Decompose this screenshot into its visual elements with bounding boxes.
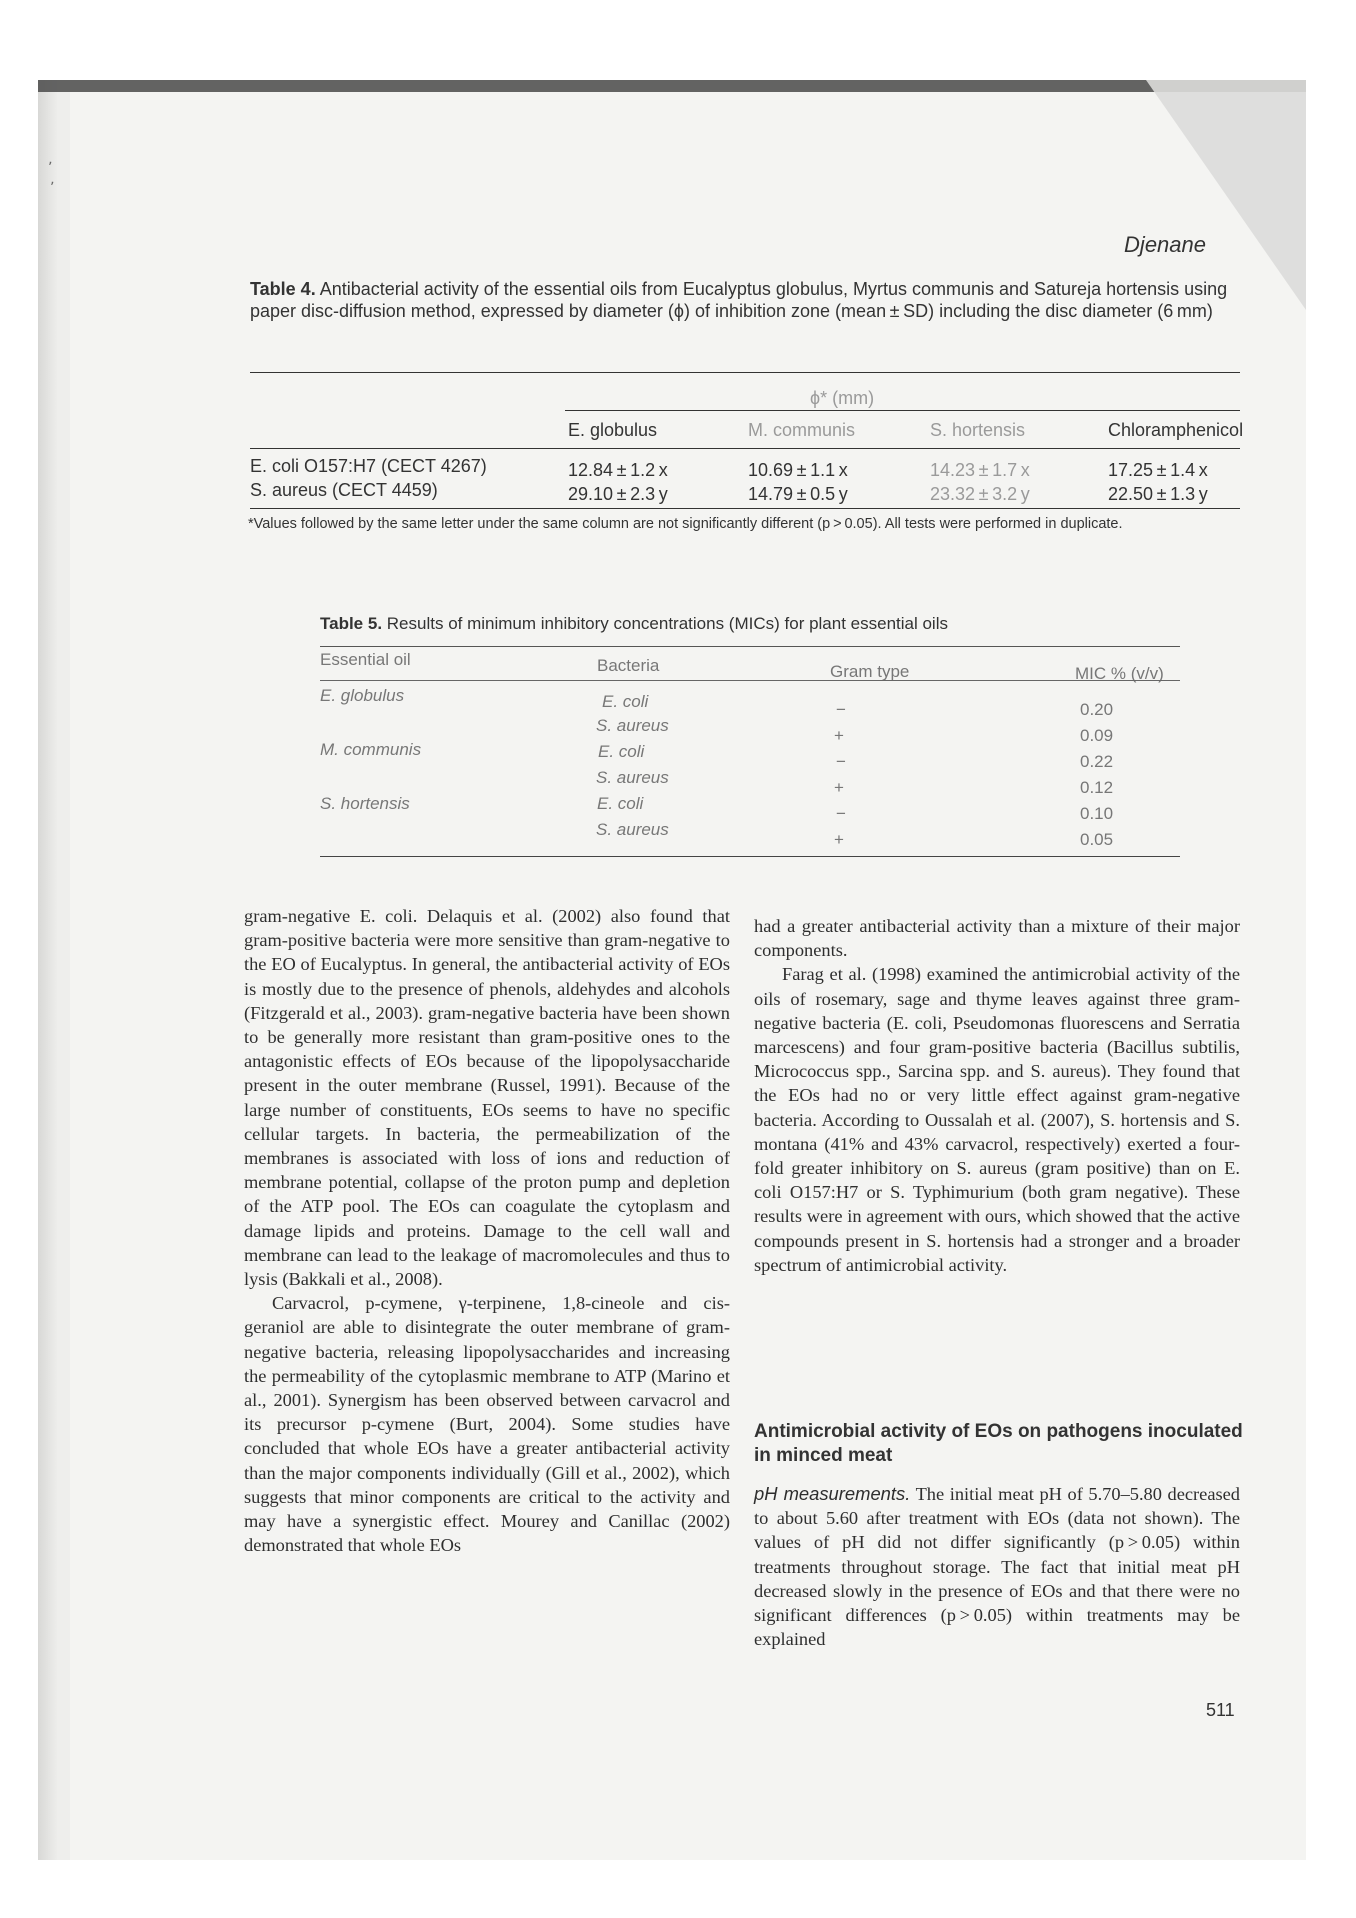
table5-caption-text: Results of minimum inhibitory concentrations (MICs) for plant essential oils — [386, 614, 948, 633]
section-heading: Antimicrobial activity of EOs on pathogens inoculated in minced meat — [754, 1421, 1243, 1466]
table4-footnote: *Values followed by the same letter under the same column are not significantly different (p > 0.05). All tests were performed in duplicate. — [248, 516, 1123, 532]
table5-caption — [320, 614, 948, 634]
table5-oil: M. communis — [320, 740, 422, 759]
table4-col-header: M. communis — [748, 420, 856, 440]
table5-mic: 0.09 — [1080, 726, 1114, 745]
page-number: 511 — [1206, 1700, 1235, 1720]
paragraph: gram-negative E. coli. Delaquis et al. (2002) also found that gram-positive bacteria were more sensitive than gram-negative to the EO of Eucalyptus. In general, the antibacterial activity of EOs is mostly due to the presence of phenols, aldehydes and alcohols (Fitzgerald et al., 2003). gram-negative bacteria have been shown to be generally more resistant than gram-positive ones to the antagonistic effects of EOs because of the lipopolysaccharide present in the outer membrane (Russel, 1991). Because of the large number of constituents, EOs seems to have no specific cellular targets. In bacteria, the permeabilization of the membranes is associated with loss of ions and reduction of membrane potential, collapse of the proton pump and depletion of the ATP pool. The EOs can coagulate the cytoplasm and damage lipids and proteins. Damage to the cell wall and membrane can lead to the leakage of macromolecules and thus to lysis (Bakkali et al., 2008). — [244, 906, 730, 1290]
table4-cell: 14.79 ± 0.5 y — [748, 484, 848, 504]
body-right-column — [754, 914, 1240, 1277]
table5-mic: 0.12 — [1080, 778, 1114, 797]
paragraph-text: The initial meat pH of 5.70–5.80 decreased to about 5.60 after treatment with EOs (data not shown). The values of pH did not differ significantly (p > 0.05) within treatments throughout storage. The fact that initial meat pH decreased slowly in the presence of EOs and that there were no significant differences (p > 0.05) within treatments may be explained — [754, 1484, 1240, 1650]
table4-label: Table 4. — [250, 279, 316, 299]
body-right-column-lower — [754, 1482, 1240, 1651]
scan-mark: ʼ — [48, 160, 53, 176]
table4-top-rule — [250, 372, 1240, 373]
table5-col-header: Bacteria — [597, 656, 660, 675]
table5-bottom-rule — [320, 856, 1180, 857]
table4-spanner-rule — [565, 410, 1240, 411]
table4-cell: 10.69 ± 1.1 x — [748, 460, 848, 480]
table5-gram: + — [834, 726, 844, 745]
paragraph: had a greater antibacterial activity than a mixture of their major components. — [754, 916, 1240, 961]
table4-caption — [250, 278, 1240, 322]
table5-oil: E. globulus — [320, 686, 405, 705]
table5-col-header: MIC % (v/v) — [1075, 664, 1164, 683]
table5-bacteria: E. coli — [597, 794, 644, 813]
table4-cell: 12.84 ± 1.2 x — [568, 460, 668, 480]
table5-gram: − — [836, 804, 846, 823]
table5-mic: 0.05 — [1080, 830, 1114, 849]
paragraph — [754, 1482, 1240, 1651]
table5-bacteria: E. coli — [602, 692, 649, 711]
table5-oil: S. hortensis — [320, 794, 410, 813]
table5-mic: 0.10 — [1080, 804, 1114, 823]
paragraph: Farag et al. (1998) examined the antimicrobial activity of the oils of rosemary, sage and thyme leaves against three gram-negative bacteria (E. coli, Pseudomonas fluorescens and Serratia marcescens) and four gram-positive bacteria (Bacillus subtilis, Micrococcus spp., Sarcina spp. and S. aureus). They found that the EOs had no or very little effect against gram-negative bacteria. According to Oussalah et al. (2007), S. hortensis and S. montana (41% and 43% carvacrol, respectively) exerted a four-fold greater inhibitory on S. aureus (gram positive) than on E. coli O157:H7 or S. Typhimurium (both gram negative). These results were in agreement with ours, which showed that the active compounds present in S. hortensis had a stronger and a broader spectrum of antimicrobial activity. — [754, 964, 1240, 1275]
table4-cell: 23.32 ± 3.2 y — [930, 484, 1030, 504]
table5-gram: + — [834, 778, 844, 797]
table5-gram: − — [836, 752, 846, 771]
table5-mic: 0.20 — [1080, 700, 1114, 719]
table5-gram: + — [834, 830, 844, 849]
table5-mic: 0.22 — [1080, 752, 1114, 771]
table4-cell: 14.23 ± 1.7 x — [930, 460, 1030, 480]
table4-row-label: E. coli O157:H7 (CECT 4267) — [250, 456, 487, 476]
table4-col-header: Chloramphenicol — [1108, 420, 1244, 440]
table4-col-header: S. hortensis — [930, 420, 1026, 440]
run-in-heading: pH measurements. — [754, 1483, 911, 1504]
table5-bacteria: S. aureus — [596, 820, 669, 839]
table4-header-rule — [250, 448, 1240, 449]
table4-caption-text: Antibacterial activity of the essential oils from Eucalyptus globulus, Myrtus communis and Satureja hortensis using paper disc-diffusion method, expressed by diameter (ϕ) of inhibition zone (mean ± SD) including the disc diameter (6 mm) — [250, 279, 1228, 321]
table5-label: Table 5. — [320, 614, 383, 633]
scan-mark: ʼ — [50, 180, 55, 196]
table5-col-header: Essential oil — [320, 650, 411, 669]
table5-gram: − — [836, 700, 846, 719]
table4-cell: 17.25 ± 1.4 x — [1108, 460, 1208, 480]
table5-col-header: Gram type — [830, 662, 910, 681]
table5-bacteria: S. aureus — [596, 768, 669, 787]
table4-cell: 29.10 ± 2.3 y — [568, 484, 668, 504]
paragraph: Carvacrol, p-cymene, γ-terpinene, 1,8-cineole and cis-geraniol are able to disintegrate the outer membrane of gram-negative bacteria, releasing lipopolysaccharides and increasing the permeability of the cytoplasmic membrane to ATP (Marino et al., 2001). Synergism has been observed between carvacrol and its precursor p-cymene (Burt, 2004). Some studies have concluded that whole EOs have a greater antibacterial activity than the major components individually (Gill et al., 2002), which suggests that minor components are critical to the activity and may have a synergistic effect. Mourey and Canillac (2002) demonstrated that whole EOs — [244, 1293, 730, 1556]
table4-bottom-rule — [250, 508, 1240, 509]
table5-bacteria: S. aureus — [596, 716, 669, 735]
table5-header-rule — [320, 680, 1180, 681]
table4-spanner: ϕ* (mm) — [810, 388, 875, 408]
folded-corner — [1146, 80, 1306, 310]
scan-left-edge — [38, 80, 58, 1860]
table5-bacteria: E. coli — [598, 742, 645, 761]
table4-row-label: S. aureus (CECT 4459) — [250, 480, 438, 500]
running-head-author: Djenane — [1124, 232, 1206, 257]
table5-top-rule — [320, 646, 1180, 647]
scan-top-edge — [38, 80, 1306, 92]
body-left-column — [244, 904, 730, 1557]
table4-col-header: E. globulus — [568, 420, 658, 440]
table4-cell: 22.50 ± 1.3 y — [1108, 484, 1208, 504]
